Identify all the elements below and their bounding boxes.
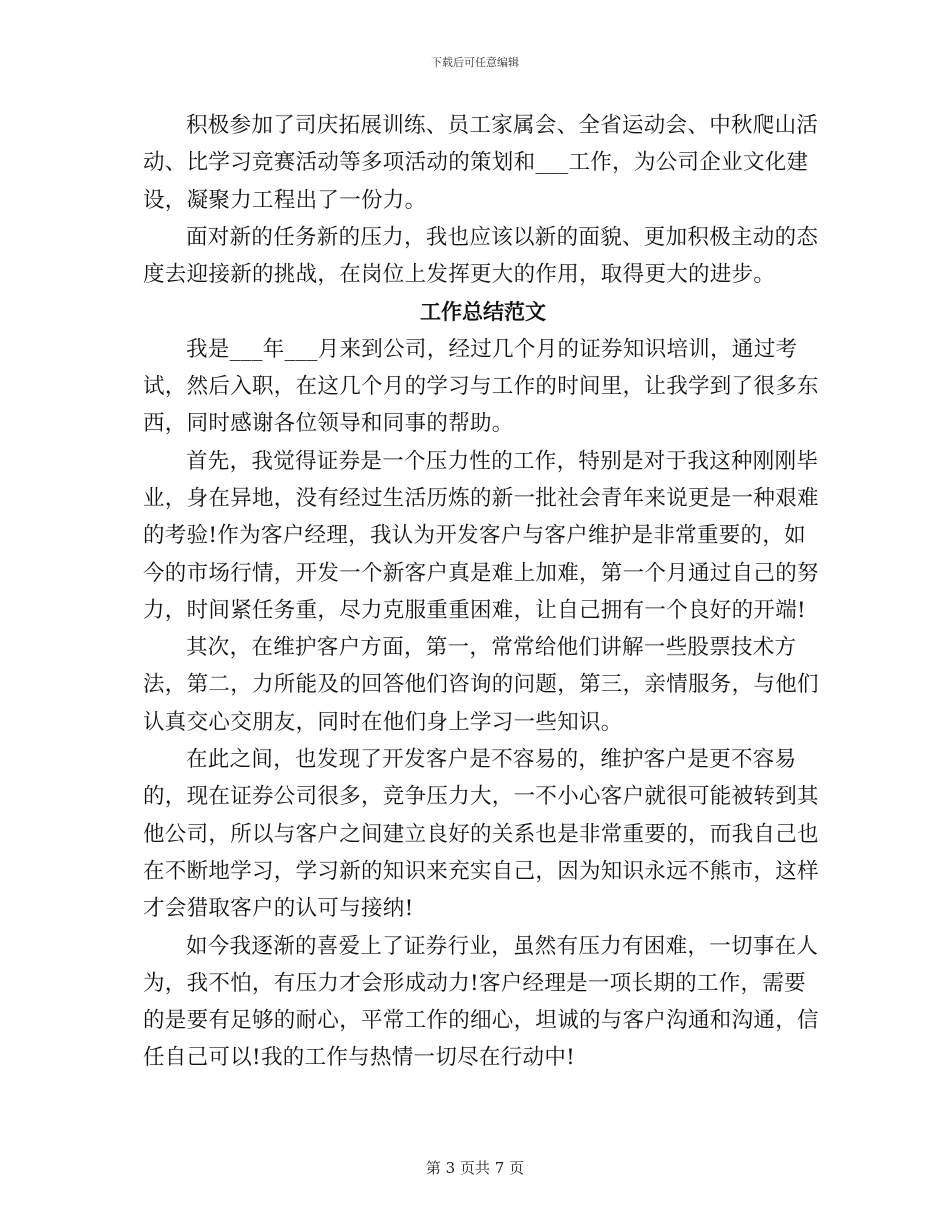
paragraph: 首先，我觉得证券是一个压力性的工作，特别是对于我这种刚刚毕业，身在异地，没有经过生活历炼的新一批社会青年来说更是一种艰难的考验!作为客户经理，我认为开发客户与客户维护是非常重要的，如今的市场行情，开发一个新客户真是难上加难，第一个月通过自己的努力，时间紧任务重，尽力克服重重困难，让自己拥有一个良好的开端! (143, 448, 819, 623)
paragraph: 面对新的任务新的压力，我也应该以新的面貌、更加积极主动的态度去迎接新的挑战，在岗位上发挥更大的作用，取得更大的进步。 (143, 224, 819, 288)
paragraph: 在此之间，也发现了开发客户是不容易的，维护客户是更不容易的，现在证券公司很多，竞争压力大，一不小心客户就很可能被转到其他公司，所以与客户之间建立良好的关系也是非常重要的，而我自己也在不断地学习，学习新的知识来充实自己，因为知识永远不熊市，这样才会猎取客户的认可与接纳! (143, 747, 819, 922)
section-title: 工作总结范文 (420, 299, 546, 325)
paragraph: 如今我逐渐的喜爱上了证券行业，虽然有压力有困难，一切事在人为，我不怕，有压力才会形成动力!客户经理是一项长期的工作，需要的是要有足够的耐心，平常工作的细心，坦诚的与客户沟通和沟通，信任自己可以!我的工作与热情一切尽在行动中! (143, 933, 819, 1071)
document-body (143, 107, 823, 1077)
paragraph: 其次，在维护客户方面，第一，常常给他们讲解一些股票技术方法，第二，力所能及的回答他们咨询的问题，第三，亲情服务，与他们认真交心交朋友，同时在他们身上学习一些知识。 (143, 635, 819, 735)
page-header: 下载后可任意编辑 (431, 56, 519, 69)
paragraph: 积极参加了司庆拓展训练、员工家属会、全省运动会、中秋爬山活动、比学习竞赛活动等多项活动的策划和___工作，为公司企业文化建设，凝聚力工程出了一份力。 (143, 113, 819, 213)
paragraph: 我是___年___月来到公司，经过几个月的证券知识培训，通过考试，然后入职，在这几个月的学习与工作的时间里，让我学到了很多东西，同时感谢各位领导和同事的帮助。 (143, 336, 819, 437)
page-footer: 第 3 页共 7 页 (425, 1159, 525, 1177)
